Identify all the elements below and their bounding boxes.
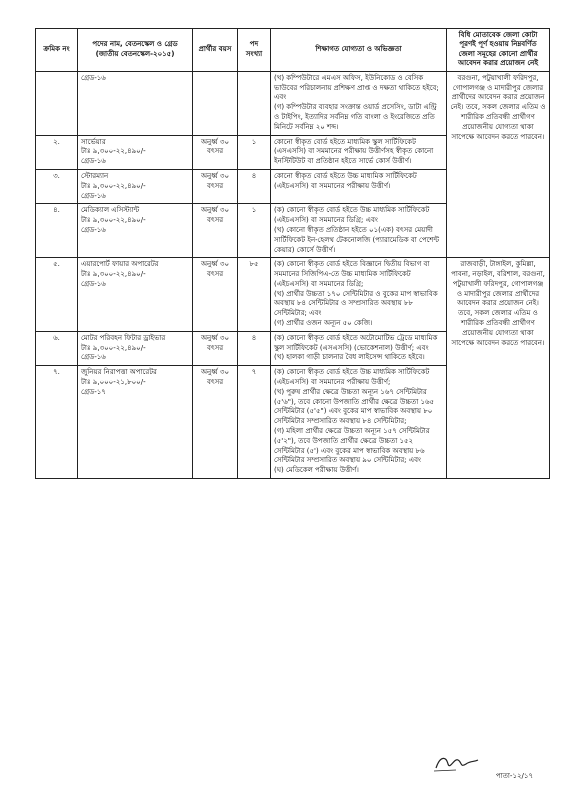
row-post: মোটর পরিবহন ফিটার ড্রাইভার টাঃ ৯,৩০০-২২,৪৯০/- গ্রেড-১৬ <box>78 331 193 365</box>
row-post: স্টোরম্যান টাঃ ৯,৩০০-২২,৪৯০/- গ্রেড-১৬ <box>78 169 193 203</box>
header-row <box>36 29 550 72</box>
row-serial: ৭. <box>36 366 78 479</box>
row-post: জুনিয়র নিরাপত্তা অপারেটর টাঃ ৯,০০০-২১,৮০০/- গ্রেড-১৭ <box>78 366 193 479</box>
row-age: অনুর্ধ্ব ৩০ বৎসর <box>193 366 238 479</box>
header-serial: ক্রমিক নং <box>36 29 78 72</box>
row-qualification: (ক) কোনো স্বীকৃত বোর্ড হইতে উচ্চ মাধ্যমিক সার্টিফিকেট (এইচএসসি) বা সমমানের পরীক্ষায় উত্তীর্ণ; (খ) পুরুষ প্রার্থীর ক্ষেত্রে উচ্চতা অন্যূন ১৬৭ সেন্টিমিটার (৫'৬"), তবে কোনো উপজাতি প্রার্থীর ক্ষেত্রে উচ্চতা ১৬৫ সেন্টিমিটার (৫'৫") এবং বুকের মাপ স্বাভাবিক অবস্থায় ৮০ সেন্টিমিটার সম্প্রসারিত অবস্থায় ৮৪ সেন্টিমিটার; (গ) মহিলা প্রার্থীর ক্ষেত্রে উচ্চতা অন্যূন ১৫৭ সেন্টিমিটার (৫'২"), তবে উপজাতি প্রার্থীর ক্ষেত্রে উচ্চতা ১৫২ সেন্টিমিটার (৫') এবং বুকের মাপ স্বাভাবিক অবস্থায় ৮৬ সেন্টিমিটার সম্প্রসারিত অবস্থায় ৯০ সেন্টিমিটার; এবং (ঘ) মেডিকেল পরীক্ষায় উত্তীর্ণ। <box>271 366 447 479</box>
row-serial: ৪. <box>36 204 78 258</box>
table-row <box>36 258 550 332</box>
row-count: ৮৫ <box>238 258 271 332</box>
row-post: সার্ভেয়ার টাঃ ৯,৩০০-২২,৪৯০/- গ্রেড-১৬ <box>78 135 193 169</box>
header-age: প্রার্থীর বয়স <box>193 29 238 72</box>
row-serial: ৬. <box>36 331 78 365</box>
row-serial: ৩. <box>36 169 78 203</box>
row-age: অনুর্ধ্ব ৩০ বৎসর <box>193 331 238 365</box>
row-count: ১ <box>238 135 271 169</box>
row-qualification: (ক) কোনো স্বীকৃত বোর্ড হইতে বিজ্ঞানে দ্বিতীয় বিভাগ বা সমমানের সিজিপিএ-তে উচ্চ মাধ্যমিক সার্টিফিকেট (এইচএসসি) বা সমমানের ডিগ্রি; (খ) প্রার্থীর উচ্চতা ১৭০ সেন্টিমিটার ও বুকের মাপ স্বাভাবিক অবস্থায় ৮৪ সেন্টিমিটার ও সম্প্রসারিত অবস্থায় ৮৮ সেন্টিমিটার; এবং (গ) প্রার্থীর ওজন অন্যূন ৫০ কেজি। <box>271 258 447 332</box>
row-count: ১ <box>238 204 271 258</box>
row-age: অনুর্ধ্ব ৩০ বৎসর <box>193 258 238 332</box>
recruitment-table <box>35 28 550 479</box>
side-note-1: বরগুনা, পটুয়াখালী ফরিদপুর, গোপালগঞ্জ ও মাদারীপুর জেলার প্রার্থীদের আবেদন করার প্রয়োজন নেই। তবে, সকল জেলার এতিম ও শারীরিক প্রতিবন্ধী প্রার্থীগণ প্রয়োজনীয় যোগ্যতা থাকা সাপেক্ষে আবেদন করতে পারবেন। <box>447 71 550 258</box>
continuation-grade: গ্রেড-১৬ <box>81 73 106 82</box>
row-count: ৭ <box>238 366 271 479</box>
row-post: এয়ারপোর্ট ফায়ার অপারেটর টাঃ ৯,৩০০-২২,৪৯০/- গ্রেড-১৬ <box>78 258 193 332</box>
row-post: মেডিক্যাল এসিস্ট্যান্ট টাঃ ৯,৩০০-২২,৪৯০/- গ্রেড-১৬ <box>78 204 193 258</box>
row-qualification: (ক) কোনো স্বীকৃত বোর্ড হইতে উচ্চ মাধ্যমিক সার্টিফিকেট (এইচএসসি) বা সমমানের ডিগ্রি; এবং (খ) কোনো স্বীকৃত প্রতিষ্ঠান হইতে ০১(এক) বৎসর মেয়াদী সার্টিফিকেট ইন-হেলথ টেকনোলজি (প্যারামেডিক বা পেশেন্ট কেয়ার) কোর্সে উত্তীর্ণ। <box>271 204 447 258</box>
signature <box>432 752 480 774</box>
row-age: অনুর্ধ্ব ৩০ বৎসর <box>193 204 238 258</box>
row-qualification: কোনো স্বীকৃত বোর্ড হইতে মাধ্যমিক স্কুল সার্টিফিকেট (এসএসসি) বা সমমানের পরীক্ষায় উত্তীর্ণসহ স্বীকৃত কোনো ইনস্টিটিউট বা প্রতিষ্ঠান হইতে সার্ভে কোর্স উত্তীর্ণ। <box>271 135 447 169</box>
header-qualification: শিক্ষাগত যোগ্যতা ও অভিজ্ঞতা <box>271 29 447 72</box>
row-serial: ৫. <box>36 258 78 332</box>
row-age: অনুর্ধ্ব ৩০ বৎসর <box>193 169 238 203</box>
row-qualification: (ক) কোনো স্বীকৃত বোর্ড হইতে অটোমোটিভ ট্রেডে মাধ্যমিক স্কুল সার্টিফিকেট (এসএসসি) (ভোকেশনাল) উত্তীর্ণ; এবং (খ) হালকা গাড়ী চালনার বৈধ লাইসেন্স থাকিতে হইবে। <box>271 331 447 365</box>
continuation-qualification: (খ) কম্পিউটারে এমএস অফিস, ইউনিকোড ও বেসিক ভাউবের পরিচালনায় প্রশিক্ষণ প্রাপ্ত ও দক্ষতা থাকিতে হইবে; এবং (গ) কম্পিউটার ব্যবহার সংক্রান্ত ওয়ার্ড প্রসেসিং, ডাটা এন্ট্রি ও টাইপিং, ইত্যাদির সর্বনিম্ন গতি বাংলা ও ইংরেজিতে প্রতি মিনিটে সর্বনিম্ন ২০ শব্দ। <box>271 71 447 135</box>
header-side-note: বিধি মোতাবেক জেলা কোটা পূরণই পূর্ণ হওয়ায় নিম্নবর্ণিত জেলা সমূহের কোনো প্রার্থীর আবেদন করার প্রয়োজন নেই <box>447 29 550 72</box>
header-post: পদের নাম, বেতনস্কেল ও গ্রেড (জাতীয় বেতনস্কেল-২০১৫) <box>78 29 193 72</box>
page-number: পাতা-১২/১৭ <box>495 772 533 780</box>
side-note-2: রাজবাড়ী, টাঙ্গাইল, কুমিল্লা, পাবনা, নড়াইল, বরিশাল, বরগুনা, পটুয়াখালী ফরিদপুর, গোপালগঞ্জ ও মাদারীপুর জেলার প্রার্থীদের আবেদন করার প্রয়োজন নেই। তবে, সকল জেলার এতিম ও শারীরিক প্রতিবন্ধী প্রার্থীগণ প্রয়োজনীয় যোগ্যতা থাকা সাপেক্ষে আবেদন করতে পারবেন। <box>447 258 550 479</box>
row-count: ৪ <box>238 169 271 203</box>
row-serial: ২. <box>36 135 78 169</box>
row-qualification: কোনো স্বীকৃত বোর্ড হইতে উচ্চ মাধ্যমিক সার্টিফিকেট (এইচএসসি) বা সমমানের পরীক্ষায় উত্তীর্ণ। <box>271 169 447 203</box>
table-row-continuation <box>36 71 550 135</box>
header-count: পদ সংখ্যা <box>238 29 271 72</box>
row-count: ৪ <box>238 331 271 365</box>
row-age: অনুর্ধ্ব ৩০ বৎসর <box>193 135 238 169</box>
